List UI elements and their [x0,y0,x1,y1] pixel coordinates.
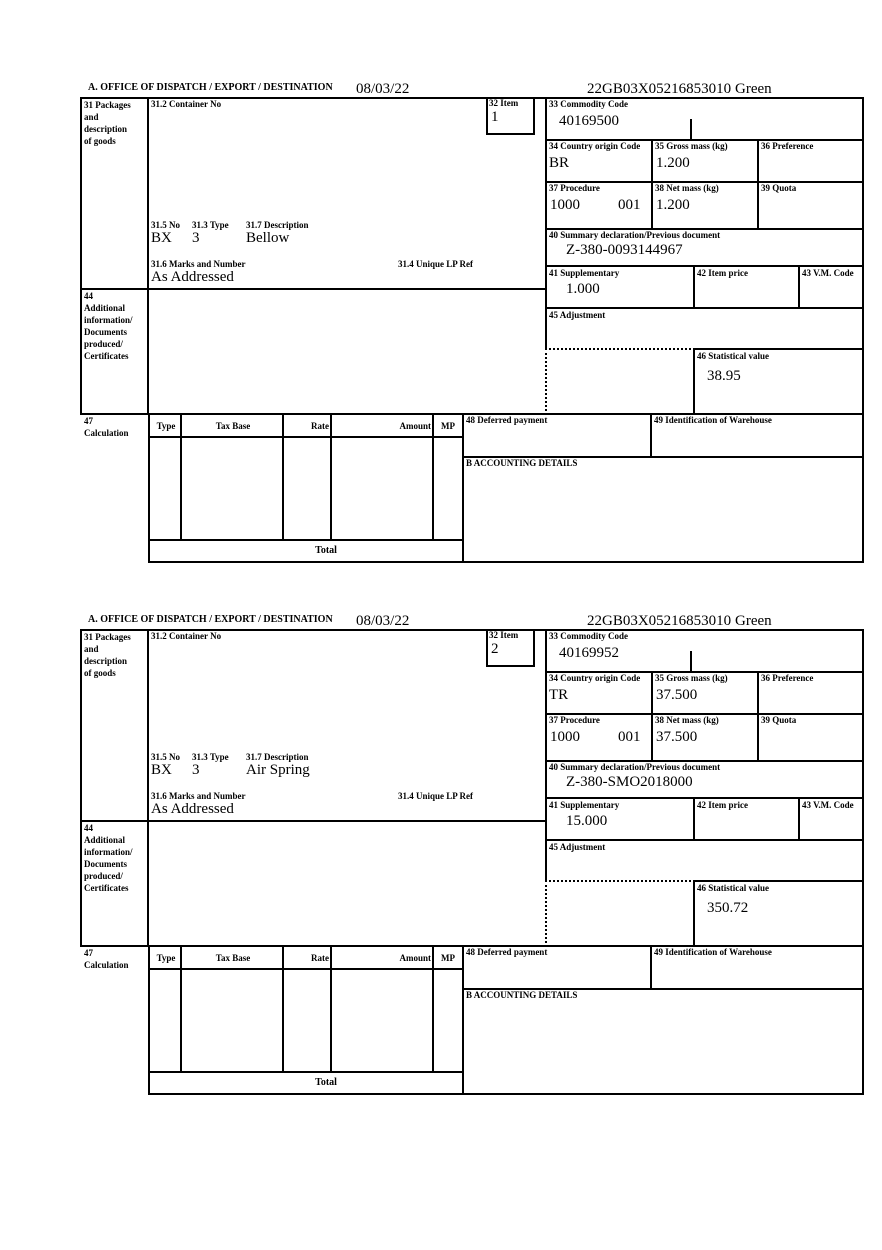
mrn-value: 22GB03X05216853010 [587,81,732,97]
box44-label-line: Documents [84,327,127,337]
box44-label-line: produced/ [84,339,123,349]
quota-label: 39 Quota [761,183,797,193]
box44-label-line: 44 [84,823,93,833]
box44-label-line: Certificates [84,351,129,361]
procedure-value-2: 001 [618,729,641,745]
unique-lp-ref-label: 31.4 Unique LP Ref [398,259,474,269]
col-header-rate: Rate [282,413,332,438]
package-type-value: 3 [192,762,200,778]
gross-mass-label: 35 Gross mass (kg) [655,673,728,683]
description-label: 31.7 Description [246,220,309,230]
box47-label-line: 47 [84,948,93,958]
statistical-value-label: 46 Statistical value [697,883,769,893]
box47-label-line: Calculation [84,428,129,438]
preference-label: 36 Preference [761,673,814,683]
accounting-details-label: B ACCOUNTING DETAILS [466,990,578,1000]
adjustment-label: 45 Adjustment [549,310,606,320]
summary-declaration-label: 40 Summary declaration/Previous document [549,762,721,772]
box47-label-line: Calculation [84,960,129,970]
box31-label-line: 31 Packages [84,100,131,110]
supplementary-value: 15.000 [566,813,608,829]
goods-description-value: Air Spring [246,762,310,778]
commodity-code-value: 40169500 [559,113,619,129]
vm-code-label: 43 V.M. Code [802,800,854,810]
summary-declaration-label: 40 Summary declaration/Previous document [549,230,721,240]
commodity-code-value: 40169952 [559,645,619,661]
procedure-value-1: 1000 [550,729,580,745]
total-row: Total [148,539,464,563]
preference-label: 36 Preference [761,141,814,151]
gross-mass-label: 35 Gross mass (kg) [655,141,728,151]
package-type-label: 31.3 Type [192,220,229,230]
marks-label: 31.6 Marks and Number [151,791,246,801]
country-origin-value: BR [549,155,570,171]
box44-label-line: 44 [84,291,93,301]
col-header-type: Type [148,413,182,438]
item-no-value: 1 [491,109,499,125]
goods-description-value: Bellow [246,230,290,246]
deferred-payment-label: 48 Deferred payment [466,415,548,425]
calc-body-tax-base [180,968,284,1073]
col-header-rate: Rate [282,945,332,970]
box31-label-line: 31 Packages [84,632,131,642]
net-mass-value: 37.500 [656,729,698,745]
box-b-dotted-area [545,348,695,415]
adjustment-label: 45 Adjustment [549,842,606,852]
statistical-value: 350.72 [707,900,749,916]
col-header-mp: MP [432,413,464,438]
procedure-label: 37 Procedure [549,715,600,725]
box44-label-line: Additional [84,835,126,845]
box31-label-line: of goods [84,136,116,146]
route-status: Green [735,613,772,629]
box44-label-line: Certificates [84,883,129,893]
container-no-label: 31.2 Container No [151,99,222,109]
item-price-label: 42 Item price [697,268,748,278]
package-no-value: BX [151,762,172,778]
calc-body-tax-base [180,436,284,541]
net-mass-label: 38 Net mass (kg) [655,183,719,193]
date-value: 08/03/22 [356,613,410,629]
procedure-value-1: 1000 [550,197,580,213]
total-row: Total [148,1071,464,1095]
country-origin-label: 34 Country origin Code [549,141,641,151]
summary-declaration-value: Z-380-0093144967 [566,242,683,258]
col-header-type: Type [148,945,182,970]
box47-label-line: 47 [84,416,93,426]
col-header-amount: Amount [330,413,434,438]
warehouse-id-label: 49 Identification of Warehouse [654,415,772,425]
marks-value: As Addressed [151,801,234,817]
box44-label-line: information/ [84,315,133,325]
office-of-dispatch-label: A. OFFICE OF DISPATCH / EXPORT / DESTINATION [88,614,333,625]
declaration-section-2 [80,614,864,1095]
calc-body-amount [330,436,434,541]
procedure-value-2: 001 [618,197,641,213]
col-header-amount: Amount [330,945,434,970]
box44-label-line: produced/ [84,871,123,881]
office-of-dispatch-label: A. OFFICE OF DISPATCH / EXPORT / DESTINATION [88,82,333,93]
accounting-details-label: B ACCOUNTING DETAILS [466,458,578,468]
box44-label-line: information/ [84,847,133,857]
commodity-code-label: 33 Commodity Code [549,631,628,641]
unique-lp-ref-label: 31.4 Unique LP Ref [398,791,474,801]
country-origin-label: 34 Country origin Code [549,673,641,683]
item-no-value: 2 [491,641,499,657]
warehouse-id-label: 49 Identification of Warehouse [654,947,772,957]
package-type-label: 31.3 Type [192,752,229,762]
marks-label: 31.6 Marks and Number [151,259,246,269]
container-no-label: 31.2 Container No [151,631,222,641]
country-origin-value: TR [549,687,569,703]
declaration-section-1 [80,82,864,563]
net-mass-value: 1.200 [656,197,690,213]
item-label: 32 Item [489,98,519,108]
box44-label-line: Documents [84,859,127,869]
mrn-value: 22GB03X05216853010 [587,613,732,629]
vm-code-label: 43 V.M. Code [802,268,854,278]
calc-body-mp [432,968,464,1073]
calc-body-rate [282,968,332,1073]
description-label: 31.7 Description [246,752,309,762]
deferred-payment-label: 48 Deferred payment [466,947,548,957]
quota-label: 39 Quota [761,715,797,725]
gross-mass-value: 37.500 [656,687,698,703]
supplementary-label: 41 Supplementary [549,800,620,810]
box-b-accounting-cell [462,456,864,563]
item-price-label: 42 Item price [697,800,748,810]
package-no-label: 31.5 No [151,220,180,230]
gross-mass-value: 1.200 [656,155,690,171]
calc-body-type [148,968,182,1073]
route-status: Green [735,81,772,97]
net-mass-label: 38 Net mass (kg) [655,715,719,725]
commodity-code-divider-line [690,119,692,141]
box-b-accounting-cell [462,988,864,1095]
supplementary-label: 41 Supplementary [549,268,620,278]
statistical-value-label: 46 Statistical value [697,351,769,361]
package-type-value: 3 [192,230,200,246]
commodity-code-label: 33 Commodity Code [549,99,628,109]
marks-value: As Addressed [151,269,234,285]
box31-label-line: description [84,656,128,666]
commodity-code-divider-line [690,651,692,673]
box31-label-line: and [84,644,99,654]
box44-label-line: Additional [84,303,126,313]
box31-label-line: and [84,112,99,122]
supplementary-value: 1.000 [566,281,600,297]
box-b-dotted-area [545,880,695,947]
procedure-label: 37 Procedure [549,183,600,193]
col-header-mp: MP [432,945,464,970]
box31-label-line: of goods [84,668,116,678]
calc-body-rate [282,436,332,541]
package-no-value: BX [151,230,172,246]
col-header-tax-base: Tax Base [180,413,284,438]
box-44-content-cell [147,288,547,415]
item-label: 32 Item [489,630,519,640]
package-no-label: 31.5 No [151,752,180,762]
calc-body-type [148,436,182,541]
calc-body-mp [432,436,464,541]
date-value: 08/03/22 [356,81,410,97]
statistical-value: 38.95 [707,368,741,384]
box31-label-line: description [84,124,128,134]
calc-body-amount [330,968,434,1073]
summary-declaration-value: Z-380-SMO2018000 [566,774,693,790]
col-header-tax-base: Tax Base [180,945,284,970]
box-44-content-cell [147,820,547,947]
